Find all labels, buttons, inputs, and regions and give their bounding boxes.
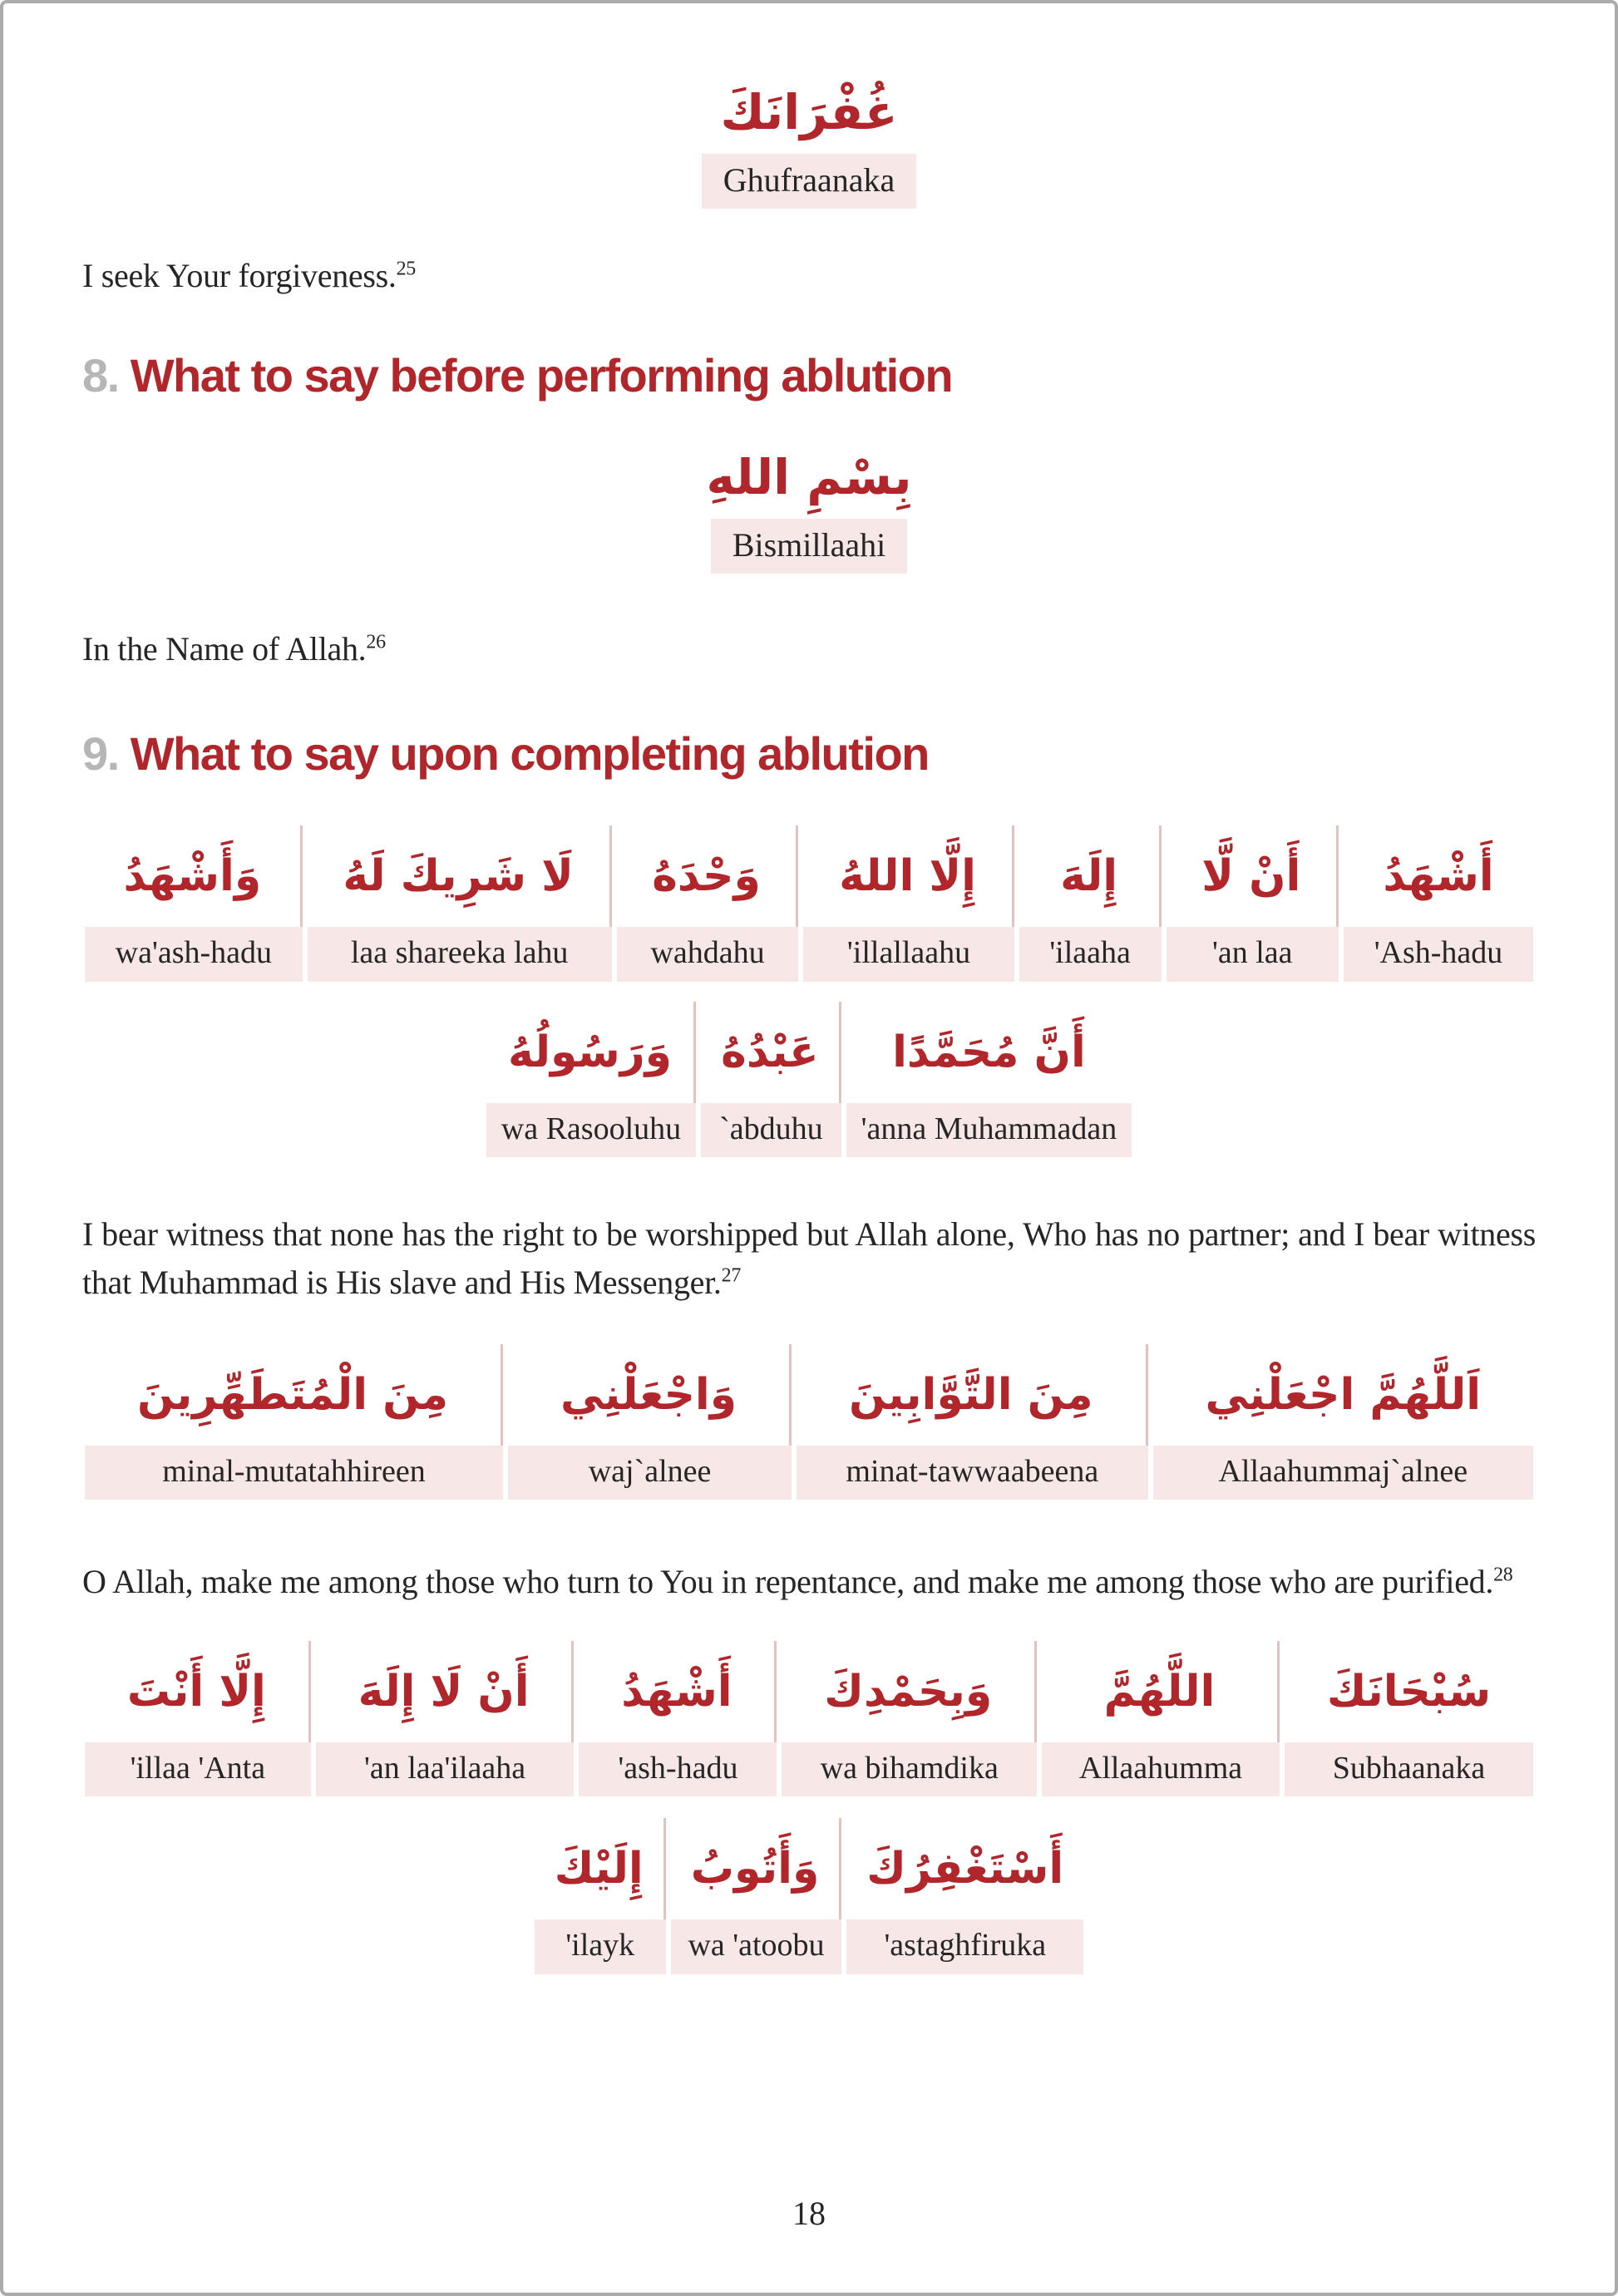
section-title: What to say upon completing ablution xyxy=(130,727,929,780)
word-segment xyxy=(1282,1641,1536,1797)
arabic-word: مِنَ التَّوَّابِينَ xyxy=(797,1344,1148,1446)
word-segment xyxy=(484,1002,698,1158)
translation-forgiveness xyxy=(82,252,1536,299)
interlinear-row-repentance xyxy=(82,1344,1536,1500)
arabic-word: وَبِحَمْدِكَ xyxy=(782,1641,1037,1742)
transliteration-label: 'ilayk xyxy=(535,1919,666,1974)
word-segment xyxy=(1017,825,1164,982)
transliteration-text: Bismillaahi xyxy=(732,525,886,564)
transliteration-label: `abduhu xyxy=(701,1103,841,1158)
word-segment xyxy=(779,1641,1039,1797)
transliteration-label: wa 'atoobu xyxy=(671,1919,842,1974)
translation-text: I seek Your forgiveness. xyxy=(82,257,397,294)
arabic-word: مِنَ الْمُتَطَهِّرِينَ xyxy=(85,1344,503,1446)
transliteration-label: 'astaghfiruka xyxy=(846,1919,1083,1974)
interlinear-row-shahada-2 xyxy=(82,1002,1536,1158)
word-segment xyxy=(844,1002,1135,1158)
arabic-word: وَرَسُولُهُ xyxy=(486,1002,696,1103)
arabic-text-ghufraanaka: غُفْرَانَكَ xyxy=(720,84,898,140)
arabic-word: أَشْهَدُ xyxy=(1383,851,1494,902)
transliteration-label: wa bihamdika xyxy=(782,1742,1037,1797)
word-segment xyxy=(698,1002,843,1158)
transliteration-label: wahdahu xyxy=(617,927,799,982)
interlinear-row-subhanaka-2 xyxy=(82,1818,1536,1974)
arabic-word: إِلَيْكَ xyxy=(535,1818,666,1919)
arabic-word: أَنْ لَا إِلَهَ xyxy=(316,1641,575,1742)
word-segment xyxy=(801,825,1016,982)
interlinear-row-shahada-1 xyxy=(82,825,1536,982)
transliteration-label: 'illaa 'Anta xyxy=(85,1742,311,1797)
arabic-word: أَسْتَغْفِرُكَ xyxy=(866,1844,1064,1894)
transliteration-label: 'an laa xyxy=(1167,927,1339,982)
word-segment xyxy=(576,1641,779,1797)
word-segment xyxy=(305,825,614,982)
arabic-word: اللَّهُمَّ xyxy=(1042,1641,1280,1742)
transliteration-text: Ghufraanaka xyxy=(723,161,895,199)
transliteration-box xyxy=(711,519,907,574)
dua-bismillah xyxy=(82,441,1536,574)
arabic-word: إِلَّا اللهُ xyxy=(803,825,1014,927)
transliteration-label: waj`alnee xyxy=(508,1446,792,1500)
translation-repentance xyxy=(82,1558,1536,1605)
word-segment xyxy=(532,1818,668,1974)
footnote-ref: 28 xyxy=(1493,1564,1513,1586)
transliteration-label: 'ash-hadu xyxy=(579,1742,777,1797)
arabic-text-bismillah: بِسْمِ اللهِ xyxy=(706,448,912,505)
word-segment xyxy=(1341,825,1536,982)
transliteration-label: wa'ash-hadu xyxy=(85,927,303,982)
word-segment xyxy=(1164,825,1341,982)
page-number: 18 xyxy=(792,2195,826,2232)
footnote-ref: 25 xyxy=(396,258,416,280)
transliteration-label: 'ilaaha xyxy=(1019,927,1162,982)
transliteration-label: laa shareeka lahu xyxy=(308,927,612,982)
translation-bismillah xyxy=(82,625,1536,673)
interlinear-row-subhanaka-1 xyxy=(82,1641,1536,1797)
dua-ghufraanaka xyxy=(82,76,1536,209)
transliteration-label: Subhaanaka xyxy=(1285,1742,1533,1797)
section-number: 9. xyxy=(82,727,119,780)
transliteration-label: 'an laa'ilaaha xyxy=(316,1742,575,1797)
transliteration-label: Allaahummaj`alnee xyxy=(1153,1446,1533,1500)
word-segment xyxy=(82,1641,313,1797)
transliteration-label: 'anna Muhammadan xyxy=(846,1103,1132,1158)
transliteration-label: minat-tawwaabeena xyxy=(797,1446,1148,1500)
arabic-word: وَأَشْهَدُ xyxy=(85,825,303,927)
section-title: What to say before performing ablution xyxy=(130,349,953,402)
transliteration-label: Allaahumma xyxy=(1042,1742,1280,1797)
word-segment xyxy=(82,825,305,982)
word-segment xyxy=(1039,1641,1282,1797)
arabic-word: إِلَهَ xyxy=(1019,825,1162,927)
translation-shahada xyxy=(82,1210,1536,1305)
section-number: 8. xyxy=(82,349,119,402)
word-segment xyxy=(614,825,802,982)
arabic-word: اَللَّهُمَّ اجْعَلْنِي xyxy=(1205,1369,1482,1420)
word-segment xyxy=(668,1818,845,1974)
word-segment xyxy=(844,1818,1086,1974)
word-segment xyxy=(506,1344,794,1500)
transliteration-label: minal-mutatahhireen xyxy=(85,1446,503,1500)
transliteration-label: wa Rasooluhu xyxy=(486,1103,696,1158)
translation-text: O Allah, make me among those who turn to You in repentance, and make me among those who are purified. xyxy=(82,1563,1494,1601)
arabic-word: لَا شَرِيكَ لَهُ xyxy=(308,825,612,927)
arabic-word: إِلَّا أَنْتَ xyxy=(85,1641,311,1742)
translation-text: In the Name of Allah. xyxy=(82,629,367,668)
arabic-word: وَحْدَهُ xyxy=(617,825,799,927)
transliteration-box xyxy=(702,154,917,209)
arabic-word: سُبْحَانَكَ xyxy=(1326,1666,1492,1717)
translation-text: I bear witness that none has the right to be worshipped but Allah alone, Who has no partner; and I bear witness that Muhammad is His slave and His Messenger. xyxy=(82,1215,1536,1301)
footnote-ref: 26 xyxy=(366,631,386,653)
arabic-word: وَأَتُوبُ xyxy=(671,1818,842,1919)
arabic-word: وَاجْعَلْنِي xyxy=(508,1344,792,1446)
transliteration-label: 'illallaahu xyxy=(803,927,1014,982)
arabic-word: أَنَّ مُحَمَّدًا xyxy=(892,1027,1086,1077)
section-heading-9 xyxy=(82,727,1536,781)
arabic-word: عَبْدُهُ xyxy=(701,1002,841,1103)
arabic-word: أَشْهَدُ xyxy=(579,1641,777,1742)
word-segment xyxy=(82,1344,506,1500)
word-segment xyxy=(794,1344,1151,1500)
section-heading-8 xyxy=(82,349,1536,402)
word-segment xyxy=(313,1641,577,1797)
arabic-word: أَنْ لَّا xyxy=(1167,825,1339,927)
transliteration-label: 'Ash-hadu xyxy=(1344,927,1533,982)
footnote-ref: 27 xyxy=(721,1264,742,1287)
word-segment xyxy=(1151,1344,1536,1500)
